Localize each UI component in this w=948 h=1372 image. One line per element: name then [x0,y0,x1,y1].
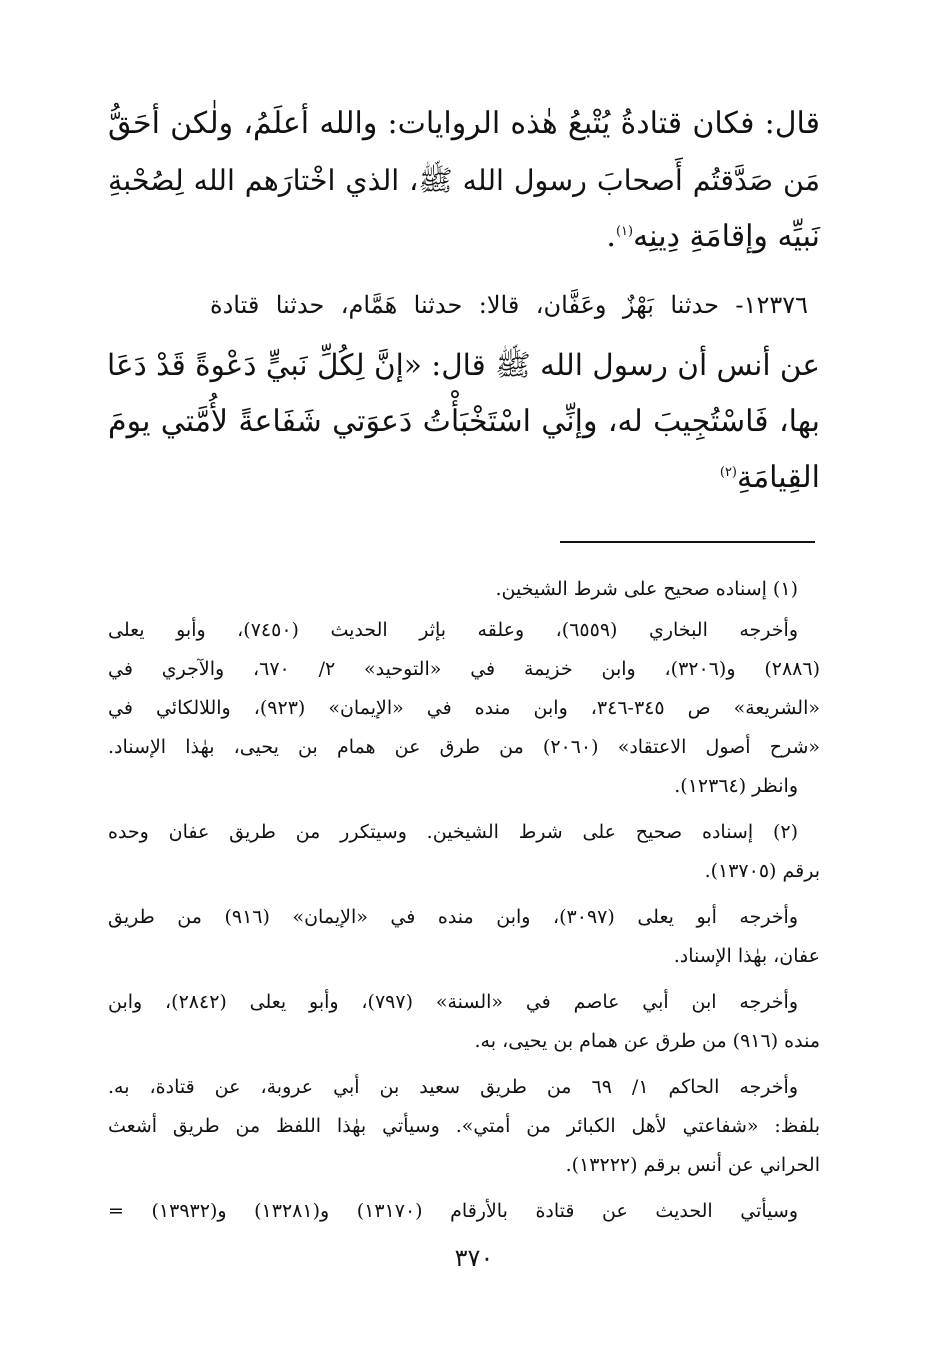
footnote-line-9: وأخرجه أبو يعلى (٣٠٩٧)، وابن منده في «الإيمان» (٩١٦) من طريق [108,906,799,928]
footnote-line-8: برقم (١٣٧٠٥). [704,860,820,882]
footnote-line-7: (٢) إسناده صحيح على شرط الشيخين. وسيتكرر من طريق عفان وحده [108,821,798,843]
hadith-header: ١٢٣٧٦- حدثنا بَهْزٌ وعَفَّان، قالا: حدثنا هَمَّام، حدثنا قتادة [210,291,808,319]
footnote-ref-1: (١) [615,224,634,239]
main-text-line-7 [108,455,820,501]
footnote-line-5: «شرح أصول الاعتقاد» (٢٠٦٠) من طرق عن همام بن يحيى، بهٰذا الإسناد. [108,736,820,758]
main-text-line-5: عن أنس أن رسول الله ﷺ قال: «إنَّ لِكُلِّ نَبيٍّ دَعْوةً قَدْ دَعَا [107,348,820,382]
footnote-line-1: (١) إسناده صحيح على شرط الشيخين. [495,578,798,600]
footnote-ref-2: (٢) [719,465,737,480]
footnote-line-10: عفان، بهٰذا الإسناد. [673,945,820,967]
footnote-line-4: «الشريعة» ص ٣٤٥-٣٤٦، وابن منده في «الإيمان» (٩٢٣)، واللالكائي في [108,697,820,719]
main-text-line-3 [108,214,820,260]
footnote-separator [560,541,815,543]
main-text-line-1: قال: فكان قتادةُ يُتْبعُ هٰذه الروايات: والله أعلَمُ، ولٰكن أحَقُّ [108,106,820,141]
footnote-line-16: وسيأتي الحديث عن قتادة بالأرقام (١٣١٧٠) و(١٣٢٨١) و(١٣٩٣٢) = [108,1200,798,1222]
page-number: ٣٧٠ [454,1244,494,1272]
footnote-line-11: وأخرجه ابن أبي عاصم في «السنة» (٧٩٧)، وأبو يعلى (٢٨٤٢)، وابن [108,991,798,1013]
footnote-line-12: منده (٩١٦) من طرق عن همام بن يحيى، به. [474,1030,820,1052]
footnote-line-15: الحراني عن أنس برقم (١٣٢٢٢). [565,1154,820,1176]
main-text-line-7-text: القِيامَةِ [737,460,820,495]
main-text-line-2: مَن صَدَّقتُم أَصحابَ رسول الله ﷺ، الذي اخْتارَهم الله لِصُحْبةِ [108,164,820,197]
main-text-line-3-end: . [606,219,616,254]
footnote-line-6: وانظر (١٢٣٦٤). [674,775,798,797]
footnote-line-3: (٢٨٨٦) و(٣٢٠٦)، وابن خزيمة في «التوحيد» ٢/ ٦٧٠، والآجري في [108,658,820,680]
footnote-line-14: بلفظ: «شفاعتي لأهل الكبائر من أمتي». وسيأتي بهٰذا اللفظ من طريق أشعث [108,1115,820,1137]
main-text-line-6: بها، فَاسْتُجِيبَ له، وإنِّي اسْتَخْبَأْتُ دَعوَتي شَفَاعةً لأُمَّتي يومَ [108,404,820,439]
footnote-line-13: وأخرجه الحاكم ١/ ٦٩ من طريق سعيد بن أبي عروبة، عن قتادة، به. [108,1076,798,1098]
footnote-line-2: وأخرجه البخاري (٦٥٥٩)، وعلقه بإثر الحديث (٧٤٥٠)، وأبو يعلى [108,619,798,641]
main-text-line-3-text: نَبيِّه وإقامَةِ دِينِه [633,219,820,254]
